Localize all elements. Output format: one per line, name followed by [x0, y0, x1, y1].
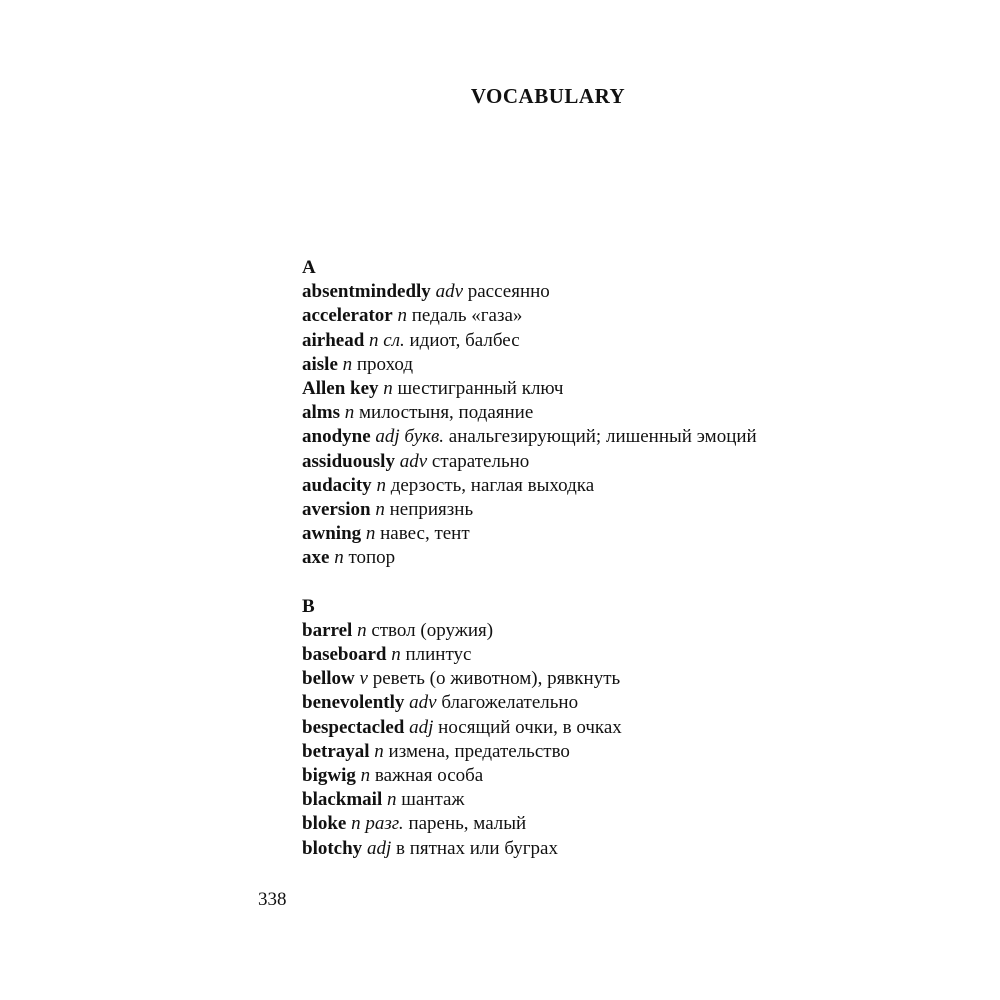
vocabulary-entry: [302, 377, 782, 401]
part-of-speech: n: [351, 813, 361, 835]
page-title: VOCABULARY: [470, 84, 626, 108]
part-of-speech: n: [344, 402, 355, 424]
part-of-speech: adj: [409, 716, 434, 738]
vocabulary-entry: [302, 498, 782, 522]
part-of-speech: adj: [375, 426, 400, 448]
headword: baseboard: [302, 644, 387, 666]
part-of-speech: n: [375, 499, 385, 521]
part-of-speech: n: [357, 619, 367, 641]
part-of-speech: v: [359, 668, 368, 690]
vocabulary-entry: [302, 691, 782, 715]
part-of-speech: n: [386, 789, 397, 811]
translation: плинтус: [405, 644, 472, 666]
vocabulary-entry: [302, 812, 782, 836]
headword: assiduously: [302, 450, 395, 472]
vocabulary-entry: [302, 764, 782, 788]
headword: accelerator: [302, 305, 393, 327]
vocabulary-entry: [302, 353, 782, 377]
part-of-speech: n: [360, 765, 371, 787]
vocabulary-entry: [302, 425, 782, 449]
translation: проход: [356, 353, 413, 375]
part-of-speech: n: [365, 523, 376, 545]
headword: anodyne: [302, 426, 371, 448]
translation: реветь (о животном), рявкнуть: [372, 668, 621, 690]
translation: топор: [348, 547, 396, 569]
usage-note: букв.: [404, 426, 445, 448]
part-of-speech: n: [397, 305, 407, 327]
headword: aversion: [302, 499, 371, 521]
headword: barrel: [302, 619, 353, 641]
part-of-speech: adv: [409, 692, 437, 714]
vocabulary-entry: [302, 667, 782, 691]
vocabulary-entry: [302, 788, 782, 812]
section-letter: A: [302, 257, 316, 278]
part-of-speech: n: [391, 644, 401, 666]
part-of-speech: n: [334, 547, 344, 569]
translation: шестигранный ключ: [397, 378, 564, 399]
usage-note: сл.: [383, 329, 405, 351]
vocabulary-entry: [302, 474, 782, 498]
headword: aisle: [302, 353, 338, 375]
headword: blackmail: [302, 789, 383, 811]
headword: alms: [302, 402, 340, 424]
translation: шантаж: [401, 789, 465, 811]
page-number: 338: [258, 889, 287, 910]
translation: в пятнах или буграх: [395, 837, 558, 859]
section-letter: B: [302, 595, 315, 617]
part-of-speech: n: [374, 740, 384, 762]
part-of-speech: n: [383, 378, 393, 399]
headword: bellow: [302, 668, 355, 690]
part-of-speech: adj: [366, 837, 392, 859]
translation: милостыня, подаяние: [359, 402, 534, 424]
section-spacer: [302, 571, 782, 595]
part-of-speech: n: [342, 353, 353, 375]
part-of-speech: adv: [399, 450, 428, 472]
headword: blotchy: [302, 837, 363, 859]
part-of-speech: n: [369, 329, 379, 351]
headword: airhead: [302, 329, 365, 351]
headword: audacity: [302, 474, 372, 496]
vocabulary-entry: [302, 522, 782, 546]
part-of-speech: n: [376, 474, 386, 496]
translation: рассеянно: [467, 281, 550, 303]
headword: bigwig: [302, 765, 356, 787]
headword: axe: [302, 547, 330, 569]
translation: неприязнь: [389, 499, 474, 521]
headword: bloke: [302, 813, 347, 835]
translation: благожелательно: [441, 692, 579, 714]
translation: парень, малый: [408, 813, 527, 835]
usage-note: разг.: [365, 813, 404, 835]
vocabulary-entry: [302, 740, 782, 764]
headword: absentmindedly: [302, 281, 431, 303]
vocabulary-entry: [302, 304, 782, 328]
translation: дерзость, наглая выходка: [390, 474, 595, 496]
translation: старательно: [431, 450, 530, 472]
vocabulary-entry: [302, 546, 782, 570]
translation: носящий очки, в очках: [438, 716, 622, 738]
vocabulary-entry: [302, 837, 782, 861]
headword: bespectacled: [302, 716, 405, 738]
vocabulary-entry: [302, 329, 782, 353]
part-of-speech: adv: [435, 281, 463, 303]
translation: навес, тент: [380, 523, 470, 545]
vocabulary-list: [302, 256, 782, 861]
translation: измена, предательство: [388, 740, 570, 762]
vocabulary-entry: [302, 450, 782, 474]
headword: betrayal: [302, 740, 370, 762]
translation: идиот, балбес: [409, 329, 520, 351]
vocabulary-entry: [302, 401, 782, 425]
headword: benevolently: [302, 692, 405, 714]
headword: awning: [302, 523, 362, 545]
translation: педаль «газа»: [411, 305, 523, 327]
translation: ствол (оружия): [371, 619, 494, 641]
vocabulary-entry: [302, 643, 782, 667]
vocabulary-entry: [302, 716, 782, 740]
translation: анальгезирующий; лишенный эмоций: [448, 426, 757, 448]
vocabulary-entry: [302, 619, 782, 643]
headword: Allen key: [302, 378, 379, 399]
vocabulary-entry: [302, 280, 782, 304]
translation: важная особа: [374, 765, 484, 787]
